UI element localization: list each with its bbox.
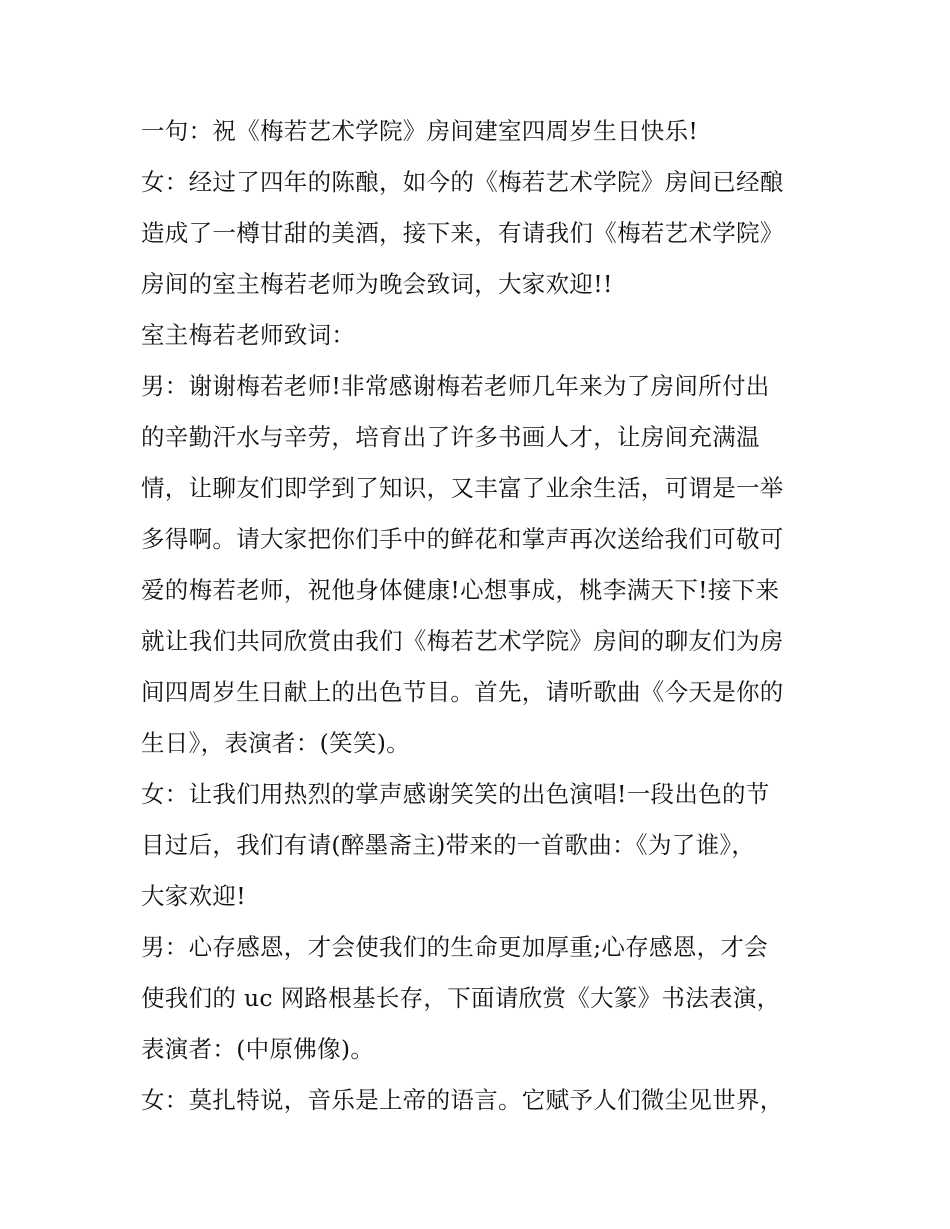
text-line-8: 情，让聊友们即学到了知识，又丰富了业余生活，可谓是一举 [141,474,784,502]
text-line-20: 女：莫扎特说，音乐是上帝的语言。它赋予人们微尘见世界， [141,1086,784,1114]
text-line-2: 女：经过了四年的陈酿，如今的《梅若艺术学院》房间已经酿 [141,168,784,196]
document-body [141,106,821,1126]
text-line-5: 室主梅若老师致词： [141,321,356,349]
text-line-7: 的辛勤汗水与辛劳，培育出了许多书画人才，让房间充满温 [141,423,760,451]
text-line-14: 女：让我们用热烈的掌声感谢笑笑的出色演唱!一段出色的节 [141,780,770,808]
text-line-16: 大家欢迎! [141,882,246,910]
text-line-4: 房间的室主梅若老师为晚会致词，大家欢迎!! [141,270,613,298]
text-line-3: 造成了一樽甘甜的美酒，接下来，有请我们《梅若艺术学院》 [141,219,784,247]
text-line-6: 男：谢谢梅若老师!非常感谢梅若老师几年来为了房间所付出 [141,372,770,400]
text-line-17: 男：心存感恩，才会使我们的生命更加厚重;心存感恩，才会 [141,933,769,961]
text-line-13: 生日》，表演者：(笑笑)。 [141,729,410,757]
text-line-19: 表演者：(中原佛像)。 [141,1035,375,1063]
text-line-12: 间四周岁生日献上的出色节目。首先，请听歌曲《今天是你的 [141,678,784,706]
text-line-18: 使我们的 uc 网路根基长存，下面请欣赏《大篆》书法表演， [141,984,781,1012]
text-line-9: 多得啊。请大家把你们手中的鲜花和掌声再次送给我们可敬可 [141,525,784,553]
text-line-10: 爱的梅若老师，祝他身体健康!心想事成，桃李满天下!接下来 [141,576,780,604]
text-line-1: 一句：祝《梅若艺术学院》房间建室四周岁生日快乐! [141,117,699,145]
text-line-15: 目过后，我们有请(醉墨斋主)带来的一首歌曲：《为了谁》， [141,831,756,859]
text-line-11: 就让我们共同欣赏由我们《梅若艺术学院》房间的聊友们为房 [141,627,784,655]
